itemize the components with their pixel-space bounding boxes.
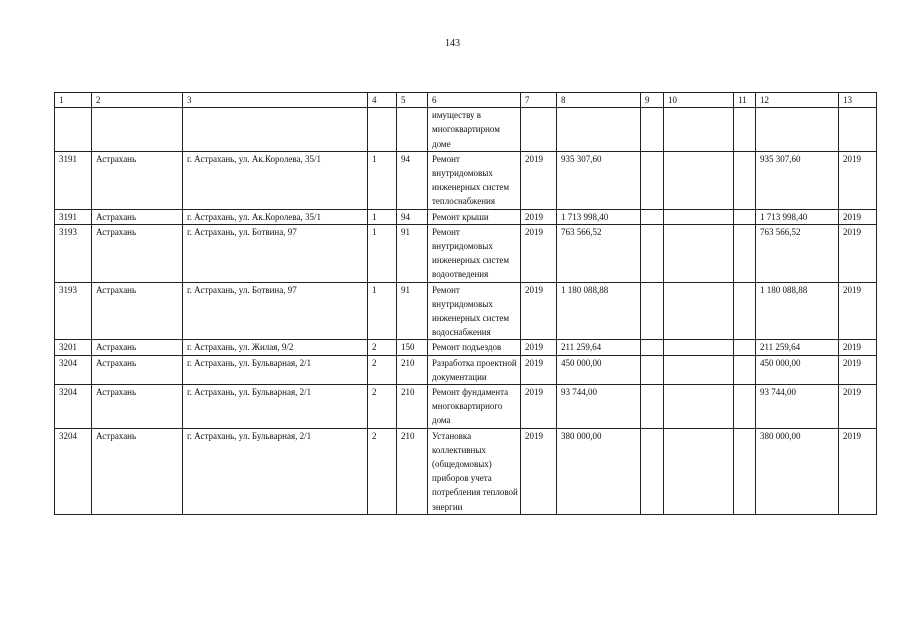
address-cell: г. Астрахань, ул. Ак.Королева, 35/1 [183,151,368,209]
column-10-cell [664,428,734,514]
municipality-cell: Астрахань [92,340,183,355]
column-9-cell [641,428,664,514]
amount-cell: 450 000,00 [557,355,641,384]
column-11-cell [734,108,756,152]
work-type-cell: Ремонт крыши [428,209,521,224]
amount-cell: 1 180 088,88 [557,282,641,340]
page-number: 143 [445,38,460,49]
record-number-cell: 3204 [55,428,92,514]
column-13-year-cell: 2019 [839,282,877,340]
column-10-cell [664,355,734,384]
amount-cell [557,108,641,152]
column-9-cell [641,282,664,340]
column-10-cell [664,209,734,224]
municipality-cell: Астрахань [92,224,183,282]
address-cell: г. Астрахань, ул. Бульварная, 2/1 [183,355,368,384]
column-12-amount-cell: 935 307,60 [756,151,839,209]
column-10-cell [664,340,734,355]
amount-cell: 211 259,64 [557,340,641,355]
column-11-cell [734,224,756,282]
work-type-cell: Ремонт внутридомовых инженерных систем водоснабжения [428,282,521,340]
column-number: 12 [756,93,839,108]
amount-cell: 763 566,52 [557,224,641,282]
register-table [54,92,877,515]
column-4-cell: 2 [368,340,397,355]
column-13-year-cell: 2019 [839,151,877,209]
column-13-year-cell: 2019 [839,340,877,355]
column-12-amount-cell [756,108,839,152]
address-cell [183,108,368,152]
column-4-cell: 2 [368,428,397,514]
table-row [55,224,877,282]
column-number: 6 [428,93,521,108]
column-number: 7 [521,93,557,108]
column-12-amount-cell: 763 566,52 [756,224,839,282]
column-10-cell [664,108,734,152]
column-number: 11 [734,93,756,108]
column-number: 5 [397,93,428,108]
column-number: 3 [183,93,368,108]
column-9-cell [641,355,664,384]
column-5-cell [397,108,428,152]
column-5-cell: 210 [397,385,428,429]
record-number-cell: 3201 [55,340,92,355]
column-4-cell: 2 [368,385,397,429]
year-cell: 2019 [521,385,557,429]
column-5-cell: 91 [397,282,428,340]
column-4-cell: 2 [368,355,397,384]
column-11-cell [734,209,756,224]
column-12-amount-cell: 93 744,00 [756,385,839,429]
year-cell: 2019 [521,151,557,209]
column-4-cell: 1 [368,209,397,224]
work-type-cell: Ремонт фундамента многоквартирного дома [428,385,521,429]
amount-cell: 935 307,60 [557,151,641,209]
column-13-year-cell: 2019 [839,385,877,429]
municipality-cell: Астрахань [92,151,183,209]
work-type-cell: Ремонт подъездов [428,340,521,355]
address-cell: г. Астрахань, ул. Ботвина, 97 [183,282,368,340]
column-13-year-cell: 2019 [839,224,877,282]
year-cell: 2019 [521,282,557,340]
column-11-cell [734,355,756,384]
column-9-cell [641,224,664,282]
column-12-amount-cell: 450 000,00 [756,355,839,384]
column-11-cell [734,385,756,429]
work-type-cell: Разработка проектной документации [428,355,521,384]
year-cell: 2019 [521,224,557,282]
record-number-cell: 3191 [55,151,92,209]
column-number: 1 [55,93,92,108]
year-cell: 2019 [521,209,557,224]
municipality-cell: Астрахань [92,209,183,224]
column-number: 4 [368,93,397,108]
column-5-cell: 210 [397,355,428,384]
column-5-cell: 94 [397,151,428,209]
work-type-cell: имуществу в многоквартирном доме [428,108,521,152]
column-5-cell: 210 [397,428,428,514]
column-9-cell [641,385,664,429]
address-cell: г. Астрахань, ул. Бульварная, 2/1 [183,385,368,429]
column-4-cell: 1 [368,224,397,282]
column-9-cell [641,108,664,152]
column-number: 2 [92,93,183,108]
column-5-cell: 91 [397,224,428,282]
municipality-cell: Астрахань [92,428,183,514]
table-row [55,209,877,224]
table-row [55,282,877,340]
column-4-cell [368,108,397,152]
column-12-amount-cell: 211 259,64 [756,340,839,355]
amount-cell: 380 000,00 [557,428,641,514]
column-12-amount-cell: 380 000,00 [756,428,839,514]
amount-cell: 1 713 998,40 [557,209,641,224]
column-11-cell [734,151,756,209]
year-cell: 2019 [521,428,557,514]
column-10-cell [664,282,734,340]
record-number-cell: 3204 [55,385,92,429]
column-12-amount-cell: 1 180 088,88 [756,282,839,340]
table-row [55,151,877,209]
address-cell: г. Астрахань, ул. Ак.Королева, 35/1 [183,209,368,224]
year-cell: 2019 [521,355,557,384]
column-13-year-cell [839,108,877,152]
column-11-cell [734,282,756,340]
year-cell: 2019 [521,340,557,355]
column-9-cell [641,340,664,355]
table-row [55,428,877,514]
column-5-cell: 150 [397,340,428,355]
column-12-amount-cell: 1 713 998,40 [756,209,839,224]
table-row [55,355,877,384]
record-number-cell: 3193 [55,282,92,340]
column-11-cell [734,340,756,355]
year-cell [521,108,557,152]
column-13-year-cell: 2019 [839,209,877,224]
address-cell: г. Астрахань, ул. Ботвина, 97 [183,224,368,282]
table-row [55,340,877,355]
column-13-year-cell: 2019 [839,355,877,384]
municipality-cell: Астрахань [92,282,183,340]
record-number-cell: 3204 [55,355,92,384]
record-number-cell: 3191 [55,209,92,224]
municipality-cell: Астрахань [92,385,183,429]
record-number-cell [55,108,92,152]
column-number: 10 [664,93,734,108]
table-row [55,385,877,429]
column-9-cell [641,209,664,224]
municipality-cell: Астрахань [92,355,183,384]
column-13-year-cell: 2019 [839,428,877,514]
column-10-cell [664,385,734,429]
work-type-cell: Установка коллективных (общедомовых) приборов учета потребления тепловой энергии [428,428,521,514]
column-5-cell: 94 [397,209,428,224]
column-4-cell: 1 [368,151,397,209]
column-4-cell: 1 [368,282,397,340]
address-cell: г. Астрахань, ул. Жилая, 9/2 [183,340,368,355]
column-11-cell [734,428,756,514]
column-9-cell [641,151,664,209]
municipality-cell [92,108,183,152]
amount-cell: 93 744,00 [557,385,641,429]
column-10-cell [664,224,734,282]
work-type-cell: Ремонт внутридомовых инженерных систем водоотведения [428,224,521,282]
column-10-cell [664,151,734,209]
column-number-row [55,93,877,108]
column-number: 8 [557,93,641,108]
column-number: 13 [839,93,877,108]
address-cell: г. Астрахань, ул. Бульварная, 2/1 [183,428,368,514]
table-row [55,108,877,152]
work-type-cell: Ремонт внутридомовых инженерных систем теплоснабжения [428,151,521,209]
column-number: 9 [641,93,664,108]
record-number-cell: 3193 [55,224,92,282]
